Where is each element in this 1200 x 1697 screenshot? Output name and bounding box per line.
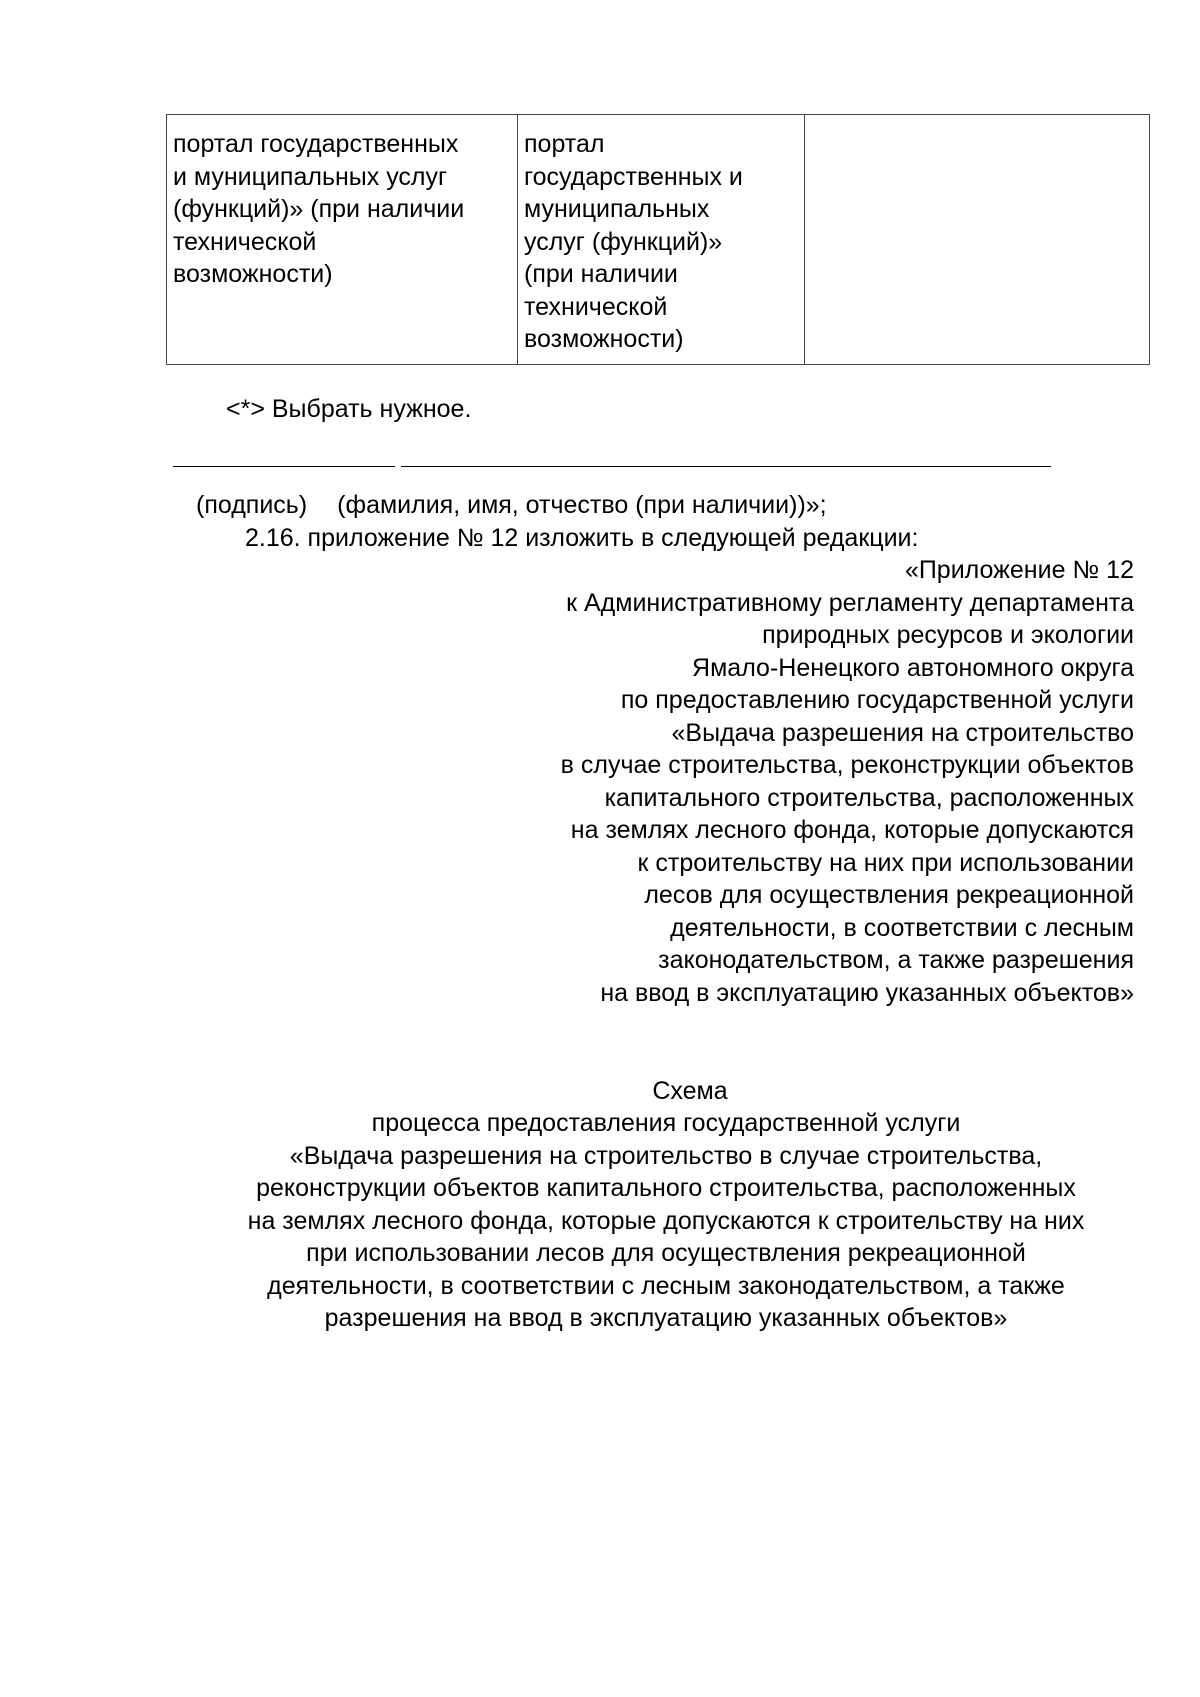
name-line (401, 466, 1051, 467)
signature-line (173, 466, 395, 467)
scheme-subtitle: процесса предоставления государственной услуги «Выдача разрешения на строительство в случае строительства, реконструкции объектов капитального строительства, расположенных на землях лесного фонда, которые допускаются к строительству на них при использовании лесов для осуществления рекреационной деятельности, в соответствии с лесным законодательством, а также разрешения на ввод в эксплуатацию указанных объектов» (247, 1109, 1085, 1332)
signature-caption-sign: (подпись) (196, 491, 308, 519)
continued-table (166, 114, 1150, 365)
scheme-title: Схема (652, 1077, 728, 1105)
signature-caption (196, 489, 827, 522)
table-row (167, 115, 1150, 365)
signature-caption-name: (фамилия, имя, отчество (при наличии))»; (337, 491, 827, 519)
footnote: <*> Выбрать нужное. (226, 395, 472, 423)
table-cell: портал государственных и муниципальных услуг (функций)» (при наличии технической возможности) (167, 115, 518, 365)
appendix-header: «Приложение № 12 к Административному регламенту департамента природных ресурсов и экологии Ямало-Ненецкого автономного округа по предоставлению государственной услуги «Выдача разрешения на строительство в случае строительства, реконструкции объектов капитального строительства, расположенных на землях лесного фонда, которые допускаются к строительству на них при использовании лесов для осуществления рекреационной деятельности, в соответствии с лесным законодательством, а также разрешения на ввод в эксплуатацию указанных объектов» (560, 556, 1134, 1007)
table-cell: портал государственных и муниципальных услуг (функций)» (при наличии технической возможности) (518, 115, 805, 365)
table-cell (805, 115, 1150, 365)
paragraph: 2.16. приложение № 12 изложить в следующей редакции: (245, 524, 919, 552)
